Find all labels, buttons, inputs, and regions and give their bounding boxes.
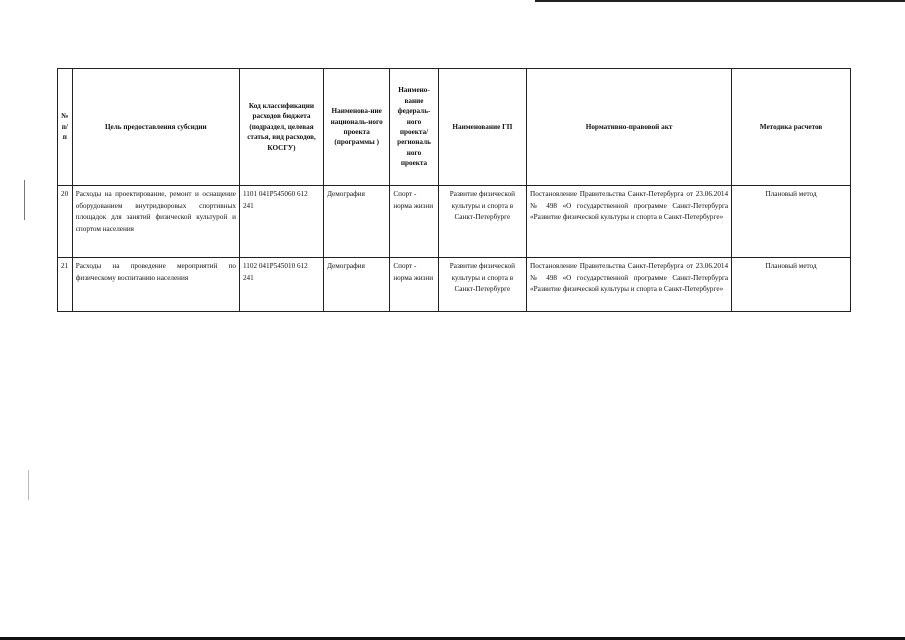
subsidy-table: [57, 68, 851, 312]
table-row: [58, 186, 851, 258]
cell-method: Плановый метод: [732, 258, 851, 312]
cell-code: 1102 041P545010 612 241: [239, 258, 323, 312]
cell-num: 21: [58, 258, 73, 312]
scan-mark-left: [24, 180, 25, 220]
cell-national-project: Демография: [324, 258, 390, 312]
header-national-project: Наименова-ние националь-ного проекта (программы ): [324, 69, 390, 186]
header-method: Методика расчетов: [732, 69, 851, 186]
header-num: № п/ п: [58, 69, 73, 186]
cell-legal-act: Постановление Правительства Санкт-Петербурга от 23.06.2014 № 498 «О государственной программе Санкт-Петербурга «Развитие физической культуры и спорта в Санкт-Петербурге»: [527, 186, 732, 258]
cell-goal: Расходы на проектирование, ремонт и оснащение оборудованием внутридворовых спортивных площадок для занятий физической культурой и спортом населения: [72, 186, 239, 258]
cell-gp: Развитие физической культуры и спорта в Санкт-Петербурге: [438, 186, 526, 258]
cell-num: 20: [58, 186, 73, 258]
header-gp: Наименование ГП: [438, 69, 526, 186]
cell-legal-act: Постановление Правительства Санкт-Петербурга от 23.06.2014 № 498 «О государственной программе Санкт-Петербурга «Развитие физической культуры и спорта в Санкт-Петербурге»: [527, 258, 732, 312]
cell-federal-project: Спорт - норма жизни: [390, 258, 438, 312]
header-row: [58, 69, 851, 186]
table-row: [58, 258, 851, 312]
header-goal: Цель предоставления субсидии: [72, 69, 239, 186]
scan-border-top: [535, 0, 905, 2]
cell-federal-project: Спорт - норма жизни: [390, 186, 438, 258]
cell-goal: Расходы на проведение мероприятий по физическому воспитанию населения: [72, 258, 239, 312]
cell-method: Плановый метод: [732, 186, 851, 258]
cell-gp: Развитие физической культуры и спорта в Санкт-Петербурге: [438, 258, 526, 312]
scan-mark-left-lower: [28, 470, 29, 500]
header-code: Код классификации расходов бюджета (подраздел, целевая статья, вид расходов, КОСГУ): [239, 69, 323, 186]
header-federal-project: Наимено-вание федераль-ного проекта/ региональ ного проекта: [390, 69, 438, 186]
cell-code: 1101 041P545060 612 241: [239, 186, 323, 258]
header-legal-act: Нормативно-правовой акт: [527, 69, 732, 186]
cell-national-project: Демография: [324, 186, 390, 258]
